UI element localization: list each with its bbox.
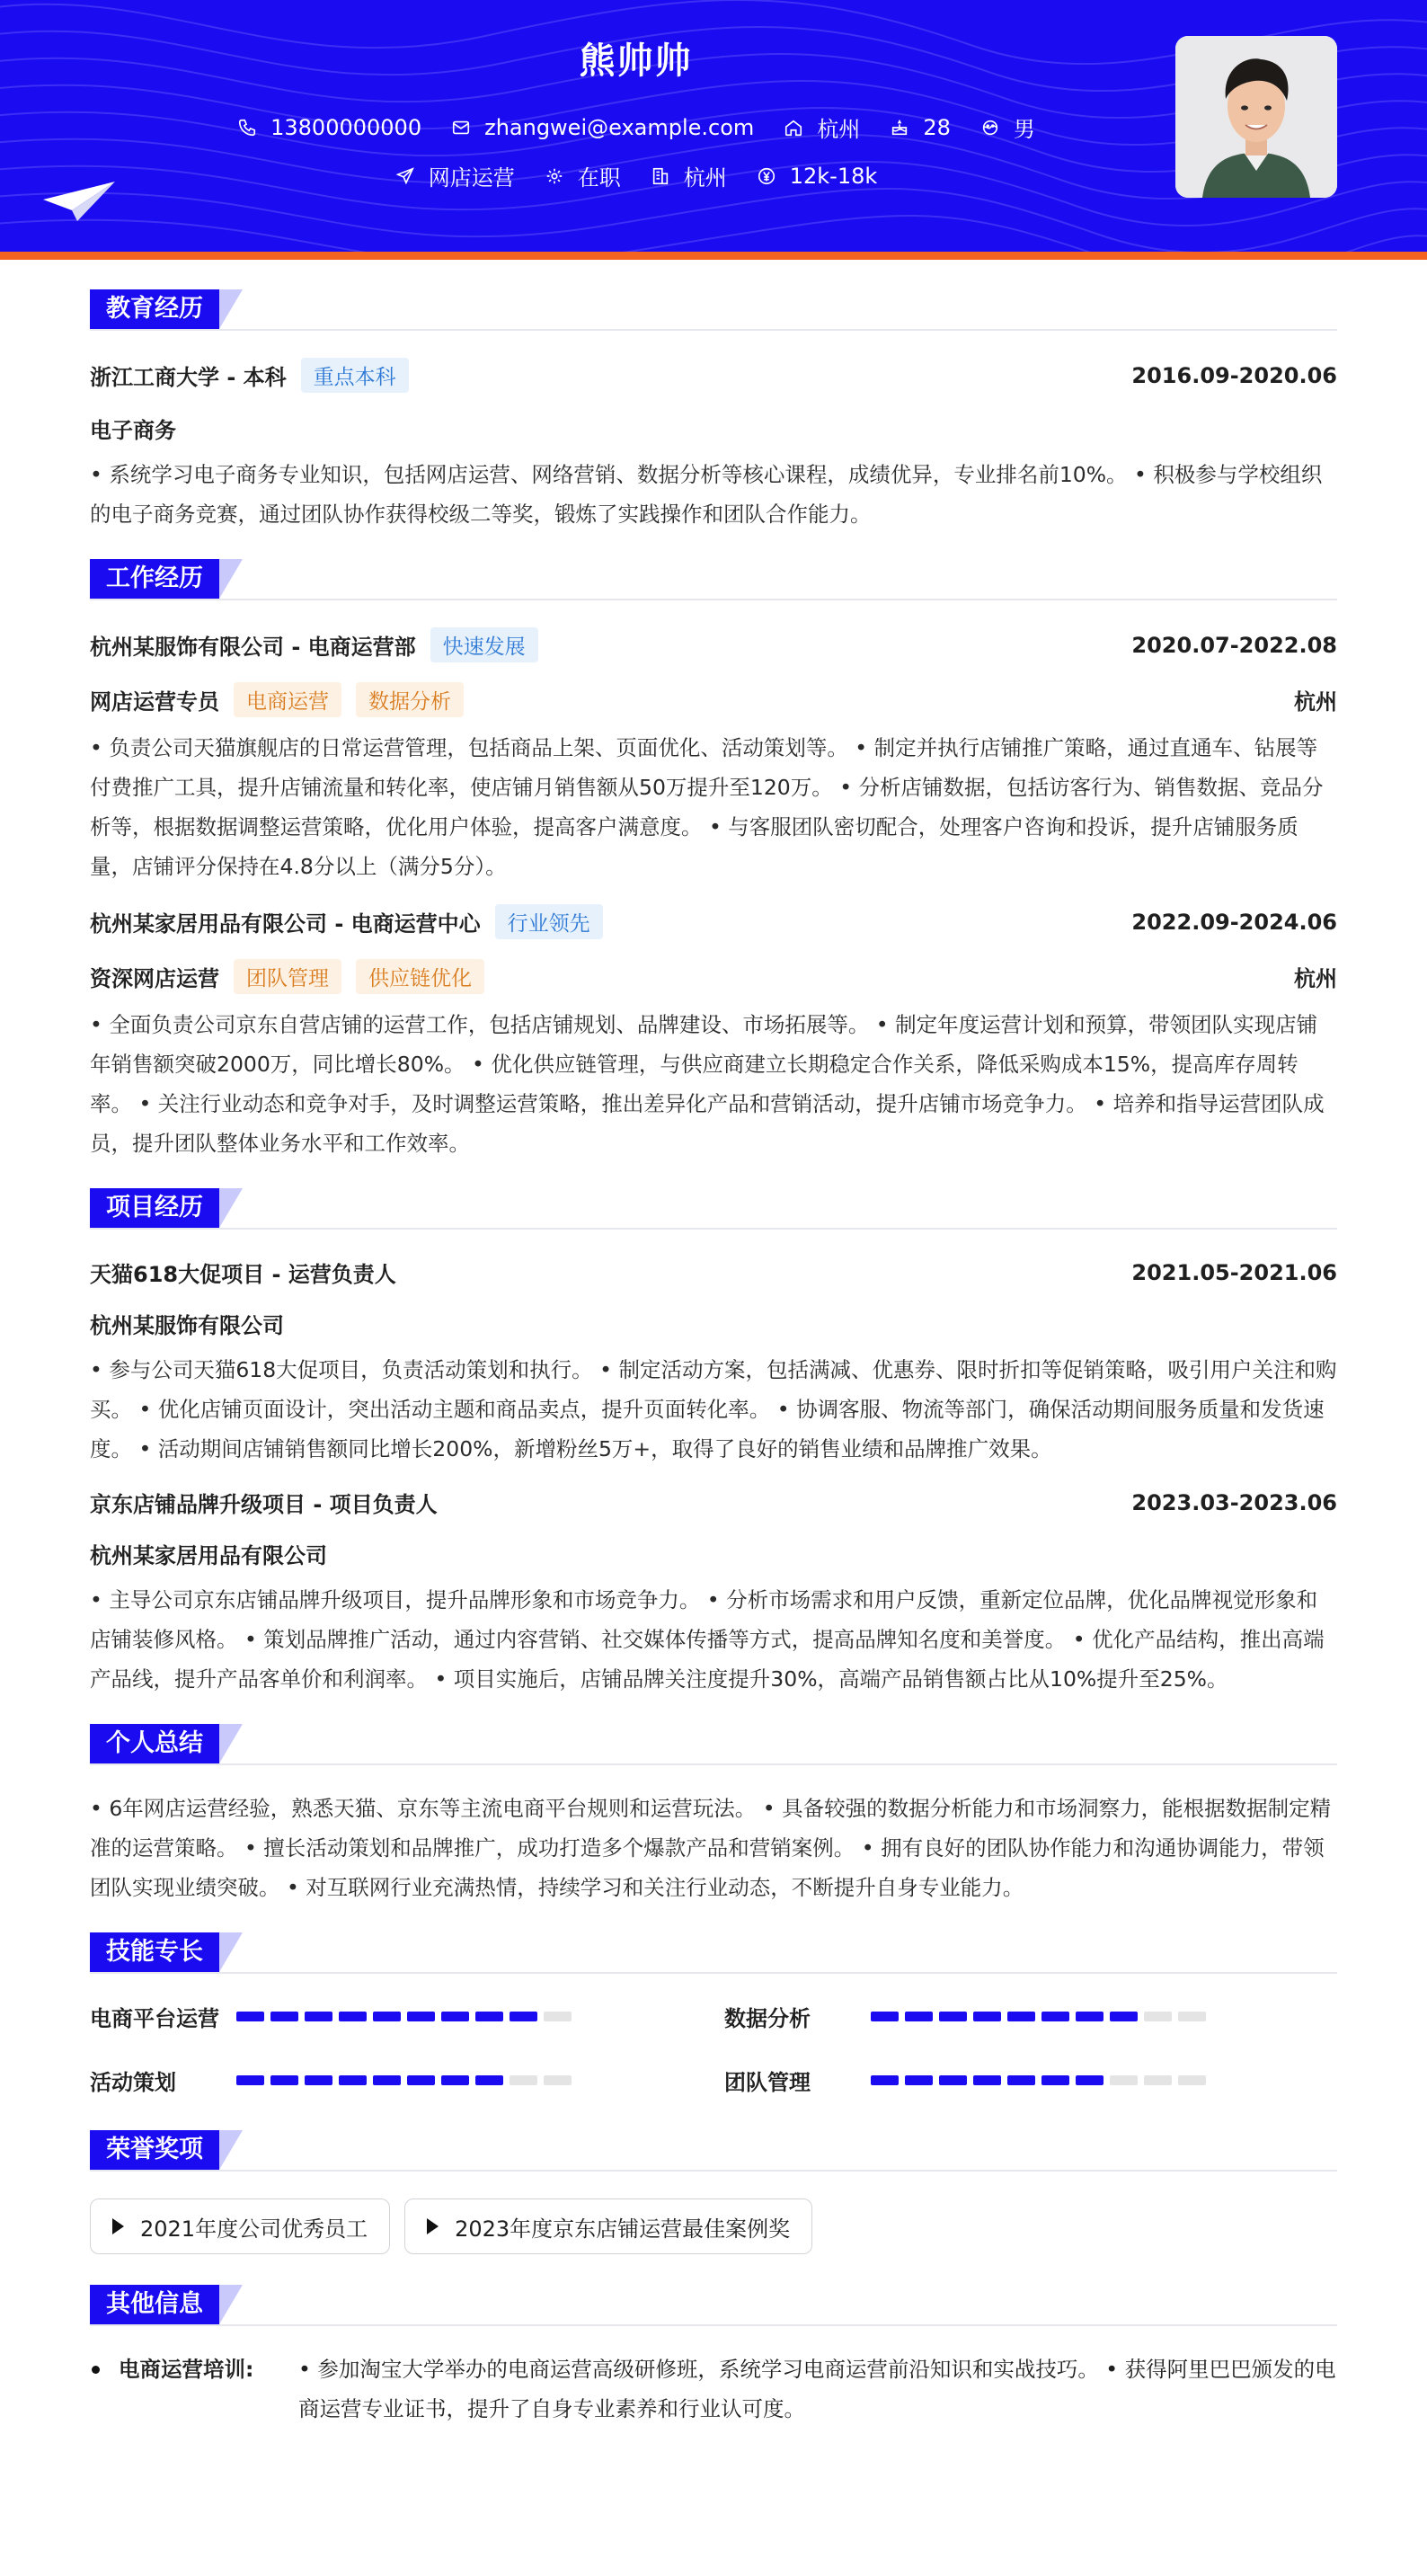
work-description: • 负责公司天猫旗舰店的日常运营管理，包括商品上架、页面优化、活动策划等。 • 制定并执行店铺推广策略，通过直通车、钻展等付费推广工具，提升店铺流量和转化率，使店铺月销售额从50万提升至120万。 • 分析店铺数据，包括访客行为、销售数据、竞品分析等，根据数据调整运营策略，优化用户体验，提高客户满意度。 • 与客服团队密切配合，处理客户咨询和投诉，提升店铺服务质量，店铺评分保持在4.8分以上（满分5分）。 bbox=[90, 735, 1324, 879]
summary-text: • 6年网店运营经验，熟悉天猫、京东等主流电商平台规则和运营玩法。 • 具备较强的数据分析能力和市场洞察力，能根据数据制定精准的运营策略。 • 擅长活动策划和品牌推广，成功打造多个爆款产品和营销案例。 • 拥有良好的团队协作能力和沟通协调能力，带领团队实现业绩突破。 • 对互联网行业充满热情，持续学习和关注行业动态，不断提升自身专业能力。 bbox=[90, 1796, 1332, 1900]
honors-list bbox=[90, 2198, 1337, 2254]
skill-level-segment bbox=[1144, 2075, 1172, 2085]
work-role-row bbox=[90, 682, 1337, 717]
skill-level-segment bbox=[1007, 2075, 1035, 2085]
skill-level-segment bbox=[1007, 2012, 1035, 2021]
skill-level-segment bbox=[407, 2012, 435, 2021]
skill-level-segment bbox=[305, 2012, 332, 2021]
cake-icon bbox=[889, 117, 910, 138]
resume-header bbox=[0, 0, 1427, 252]
skill-item bbox=[90, 2001, 724, 2032]
skill-level-segment bbox=[544, 2075, 572, 2085]
skills-grid bbox=[90, 2001, 1337, 2096]
education-date: 2016.09-2020.06 bbox=[1131, 362, 1337, 388]
skill-level-segment bbox=[441, 2012, 469, 2021]
project-org: 杭州某家居用品有限公司 bbox=[90, 1543, 327, 1568]
city-info bbox=[650, 160, 727, 191]
education-header bbox=[90, 358, 1337, 393]
email-text: zhangwei@example.com bbox=[484, 114, 755, 140]
work-role-row bbox=[90, 959, 1337, 994]
work-role: 网店运营专员 bbox=[90, 689, 219, 715]
gender-icon bbox=[979, 117, 1001, 138]
send-icon bbox=[394, 165, 416, 187]
section-summary bbox=[90, 1724, 1337, 1765]
avatar bbox=[1175, 36, 1337, 198]
avatar-portrait-icon bbox=[1175, 36, 1337, 198]
skill-level-segment bbox=[270, 2012, 298, 2021]
resume-body bbox=[90, 289, 1337, 2429]
school-name: 浙江工商大学 - 本科 bbox=[90, 365, 287, 390]
salary-text: 12k-18k bbox=[789, 163, 878, 189]
skill-level-segment bbox=[373, 2075, 401, 2085]
section-title: 其他信息 bbox=[90, 2285, 219, 2324]
skill-level-segment bbox=[236, 2012, 264, 2021]
contact-info-row bbox=[0, 111, 1272, 143]
city-text: 杭州 bbox=[683, 165, 727, 191]
section-title: 技能专长 bbox=[90, 1932, 219, 1972]
email-info bbox=[450, 115, 754, 140]
company-badge: 行业领先 bbox=[495, 904, 603, 939]
section-other bbox=[90, 2285, 1337, 2326]
section-skills bbox=[90, 1932, 1337, 1974]
work-description: • 全面负责公司京东自营店铺的运营工作，包括店铺规划、品牌建设、市场拓展等。 • 制定年度运营计划和预算，带领团队实现店铺年销售额突破2000万，同比增长80%。 • 优化供应链管理，与供应商建立长期稳定合作关系，降低采购成本15%，提高库存周转率。 • 关注行业动态和竞争对手，及时调整运营策略，推出差异化产品和营销活动，提升店铺市场竞争力。 • 培养和指导运营团队成员，提升团队整体业务水平和工作效率。 bbox=[90, 1012, 1325, 1156]
status-icon bbox=[544, 165, 565, 187]
work-entry bbox=[90, 904, 1337, 1163]
skill-level-segment bbox=[1144, 2012, 1172, 2021]
building-icon bbox=[650, 165, 671, 187]
work-entry bbox=[90, 627, 1337, 886]
bullet-dot bbox=[90, 2349, 119, 2429]
skill-level-segment bbox=[1076, 2075, 1103, 2085]
school-badge: 重点本科 bbox=[301, 358, 409, 393]
play-triangle-icon bbox=[427, 2218, 439, 2234]
work-company-wrap bbox=[90, 627, 538, 662]
skill-level-segment bbox=[1110, 2075, 1138, 2085]
work-company-wrap bbox=[90, 904, 603, 939]
skill-level-bar bbox=[871, 2012, 1212, 2021]
section-title: 荣誉奖项 bbox=[90, 2130, 219, 2170]
work-city: 杭州 bbox=[1294, 966, 1337, 991]
section-work bbox=[90, 559, 1337, 600]
hometown-info bbox=[783, 111, 860, 143]
skill-level-segment bbox=[1076, 2012, 1103, 2021]
skill-level-segment bbox=[475, 2075, 503, 2085]
honor-item bbox=[90, 2198, 390, 2254]
skill-level-segment bbox=[407, 2075, 435, 2085]
skill-level-segment bbox=[1178, 2075, 1206, 2085]
skill-level-segment bbox=[905, 2012, 933, 2021]
project-description: • 主导公司京东店铺品牌升级项目，提升品牌形象和市场竞争力。 • 分析市场需求和用户反馈，重新定位品牌，优化品牌视觉形象和店铺装修风格。 • 策划品牌推广活动，通过内容营销、社交媒体传播等方式，提高品牌知名度和美誉度。 • 优化产品结构，推出高端产品线，提升产品客单价和利润率。 • 项目实施后，店铺品牌关注度提升30%，高端产品销售额占比从10%提升至25%。 bbox=[90, 1587, 1325, 1692]
skill-level-segment bbox=[939, 2075, 967, 2085]
skill-level-segment bbox=[475, 2012, 503, 2021]
salary-info bbox=[756, 164, 878, 189]
other-item bbox=[90, 2349, 1337, 2429]
work-header bbox=[90, 627, 1337, 662]
skill-level-segment bbox=[939, 2012, 967, 2021]
skill-tag: 电商运营 bbox=[234, 682, 341, 717]
project-header bbox=[90, 1487, 1337, 1518]
skill-level-segment bbox=[339, 2012, 367, 2021]
other-value: • 参加淘宝大学举办的电商运营高级研修班，系统学习电商运营前沿知识和实战技巧。 • 获得阿里巴巴颁发的电商运营专业证书，提升了自身专业素养和行业认可度。 bbox=[298, 2357, 1336, 2421]
work-role-wrap bbox=[90, 682, 464, 717]
project-entry bbox=[90, 1487, 1337, 1699]
skill-level-segment bbox=[1110, 2012, 1138, 2021]
skill-tag: 供应链优化 bbox=[356, 959, 484, 994]
skill-level-segment bbox=[305, 2075, 332, 2085]
skill-level-segment bbox=[973, 2075, 1001, 2085]
skill-level-bar bbox=[871, 2075, 1212, 2085]
project-title: 天猫618大促项目 - 运营负责人 bbox=[90, 1262, 396, 1287]
skill-level-segment bbox=[441, 2075, 469, 2085]
skill-level-segment bbox=[236, 2075, 264, 2085]
skill-level-segment bbox=[973, 2012, 1001, 2021]
home-icon bbox=[783, 117, 804, 138]
skill-level-segment bbox=[270, 2075, 298, 2085]
age-info bbox=[889, 115, 951, 140]
skill-level-segment bbox=[544, 2012, 572, 2021]
hometown-text: 杭州 bbox=[817, 117, 861, 142]
work-company: 杭州某服饰有限公司 - 电商运营部 bbox=[90, 635, 416, 660]
section-title: 个人总结 bbox=[90, 1724, 219, 1763]
skill-item bbox=[724, 2001, 1335, 2032]
position-text: 网店运营 bbox=[428, 165, 515, 191]
project-date: 2023.03-2023.06 bbox=[1131, 1489, 1337, 1515]
skill-level-segment bbox=[1178, 2012, 1206, 2021]
skill-level-segment bbox=[871, 2075, 899, 2085]
honor-label: 2023年度京东店铺运营最佳案例奖 bbox=[455, 2216, 791, 2242]
skill-level-segment bbox=[373, 2012, 401, 2021]
skill-level-bar bbox=[236, 2012, 578, 2021]
skill-name: 活动策划 bbox=[90, 2070, 176, 2095]
skill-item bbox=[724, 2065, 1335, 2096]
skill-tag: 团队管理 bbox=[234, 959, 341, 994]
skill-level-segment bbox=[510, 2075, 537, 2085]
status-text: 在职 bbox=[577, 165, 621, 191]
phone-info bbox=[236, 115, 421, 140]
education-school bbox=[90, 358, 409, 393]
project-description: • 参与公司天猫618大促项目，负责活动策划和执行。 • 制定活动方案，包括满减、优惠券、限时折扣等促销策略，吸引用户关注和购买。 • 优化店铺页面设计，突出活动主题和商品卖点，提升页面转化率。 • 协调客服、物流等部门，确保活动期间服务质量和发货速度。 • 活动期间店铺销售额同比增长200%，新增粉丝5万+，取得了良好的销售业绩和品牌推广效果。 bbox=[90, 1357, 1337, 1461]
skill-name: 电商平台运营 bbox=[90, 2006, 219, 2031]
skill-name: 团队管理 bbox=[724, 2070, 811, 2095]
header-accent-bar bbox=[0, 252, 1427, 260]
project-entry bbox=[90, 1257, 1337, 1469]
section-projects bbox=[90, 1188, 1337, 1230]
section-honors bbox=[90, 2130, 1337, 2172]
work-role: 资深网店运营 bbox=[90, 966, 219, 991]
section-title: 项目经历 bbox=[90, 1188, 219, 1228]
play-triangle-icon bbox=[112, 2218, 124, 2234]
honor-item bbox=[404, 2198, 812, 2254]
work-city: 杭州 bbox=[1294, 689, 1337, 715]
section-title: 教育经历 bbox=[90, 289, 219, 329]
phone-text: 13800000000 bbox=[270, 114, 422, 140]
job-info-row bbox=[0, 160, 1272, 191]
skill-tag: 数据分析 bbox=[356, 682, 464, 717]
work-date: 2022.09-2024.06 bbox=[1131, 909, 1337, 935]
skill-level-segment bbox=[339, 2075, 367, 2085]
gender-info bbox=[979, 111, 1035, 143]
education-major: 电子商务 bbox=[90, 418, 176, 443]
project-title: 京东店铺品牌升级项目 - 项目负责人 bbox=[90, 1492, 438, 1517]
status-info bbox=[544, 160, 621, 191]
age-text: 28 bbox=[923, 114, 951, 140]
phone-icon bbox=[236, 117, 258, 138]
skill-level-segment bbox=[905, 2075, 933, 2085]
skill-level-segment bbox=[871, 2012, 899, 2021]
candidate-name: 熊帅帅 bbox=[579, 40, 693, 82]
section-education bbox=[90, 289, 1337, 331]
skill-level-bar bbox=[236, 2075, 578, 2085]
project-header bbox=[90, 1257, 1337, 1288]
education-description: • 系统学习电子商务专业知识，包括网店运营、网络营销、数据分析等核心课程，成绩优异，专业排名前10%。 • 积极参与学校组织的电子商务竞赛，通过团队协作获得校级二等奖，锻炼了实践操作和团队合作能力。 bbox=[90, 462, 1323, 527]
paper-plane-icon bbox=[41, 180, 117, 223]
skill-item bbox=[90, 2065, 724, 2096]
other-key: 电商运营培训: bbox=[119, 2357, 254, 2382]
skill-level-segment bbox=[510, 2012, 537, 2021]
skill-level-segment bbox=[1041, 2075, 1069, 2085]
work-date: 2020.07-2022.08 bbox=[1131, 632, 1337, 658]
company-badge: 快速发展 bbox=[430, 627, 538, 662]
project-org: 杭州某服饰有限公司 bbox=[90, 1313, 284, 1338]
mail-icon bbox=[450, 117, 472, 138]
work-header bbox=[90, 904, 1337, 939]
honor-label: 2021年度公司优秀员工 bbox=[140, 2216, 368, 2242]
work-role-wrap bbox=[90, 959, 484, 994]
skill-name: 数据分析 bbox=[724, 2006, 811, 2031]
yen-coin-icon bbox=[756, 165, 777, 187]
work-company: 杭州某家居用品有限公司 - 电商运营中心 bbox=[90, 911, 481, 937]
gender-text: 男 bbox=[1013, 117, 1035, 142]
section-title: 工作经历 bbox=[90, 559, 219, 599]
position-info bbox=[394, 160, 515, 191]
project-date: 2021.05-2021.06 bbox=[1131, 1259, 1337, 1285]
skill-level-segment bbox=[1041, 2012, 1069, 2021]
